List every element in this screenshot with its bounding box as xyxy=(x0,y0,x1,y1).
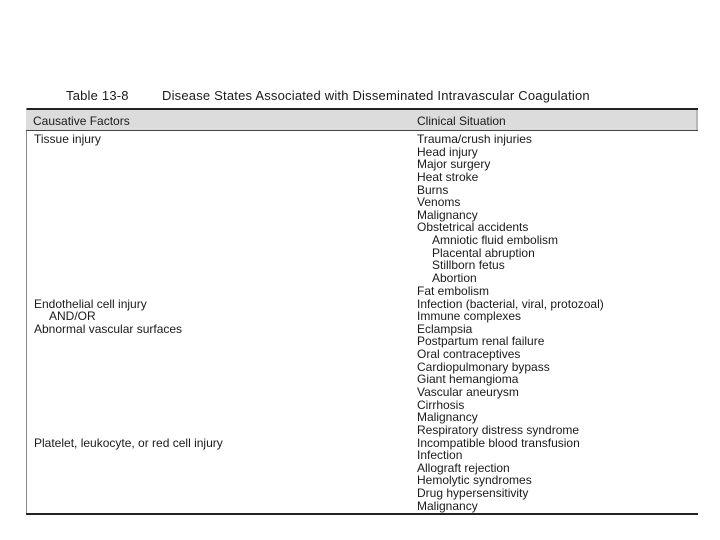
group-tissue-injury-situations xyxy=(417,133,558,297)
factor-cell: Abnormal vascular surfaces xyxy=(34,321,183,336)
situation-cell: Burns xyxy=(417,182,449,197)
table-header-rule xyxy=(26,130,698,131)
situation-cell: Malignancy xyxy=(417,498,478,513)
factor-cell: Endothelial cell injury xyxy=(34,296,147,311)
group-cell-injury-factors xyxy=(34,437,223,450)
group-endothelial-factors xyxy=(34,298,182,336)
situation-cell: Obstetrical accidents xyxy=(417,220,529,235)
situation-cell: Malignancy xyxy=(417,410,478,425)
table-caption xyxy=(66,88,590,103)
table-left-border xyxy=(26,108,27,515)
header-clinical-situation: Clinical Situation xyxy=(417,114,506,128)
situation-cell: Incompatible blood transfusion xyxy=(417,435,580,450)
table-title: Disease States Associated with Disseminated Intravascular Coagulation xyxy=(162,88,590,103)
situation-cell: Infection (bacterial, viral, protozoal) xyxy=(417,296,604,311)
group-cell-injury-situations xyxy=(417,437,580,513)
situation-cell-sub: Abortion xyxy=(432,271,477,286)
situation-cell-sub: Placental abruption xyxy=(432,245,535,260)
situation-cell: Oral contraceptives xyxy=(417,347,521,362)
situation-cell: Allograft rejection xyxy=(417,460,510,475)
situation-cell: Immune complexes xyxy=(417,309,522,324)
situation-cell-sub: Amniotic fluid embolism xyxy=(432,233,559,248)
situation-cell: Respiratory distress syndrome xyxy=(417,422,580,437)
situation-cell: Hemolytic syndromes xyxy=(417,473,532,488)
situation-cell-sub: Stillborn fetus xyxy=(432,258,505,273)
group-tissue-injury-factors xyxy=(34,133,101,146)
situation-cell: Eclampsia xyxy=(417,321,473,336)
situation-cell: Fat embolism xyxy=(417,283,490,298)
table-header xyxy=(26,110,698,130)
situation-cell: Head injury xyxy=(417,144,478,159)
header-causative-factors: Causative Factors xyxy=(33,114,130,128)
situation-cell: Postpartum renal failure xyxy=(417,334,545,349)
situation-cell: Venoms xyxy=(417,195,461,210)
factor-cell: Platelet, leukocyte, or red cell injury xyxy=(34,435,223,450)
situation-cell: Drug hypersensitivity xyxy=(417,486,529,501)
table-bottom-rule xyxy=(26,513,698,515)
situation-cell: Major surgery xyxy=(417,157,491,172)
factor-connector: AND/OR xyxy=(49,309,96,324)
situation-cell: Giant hemangioma xyxy=(417,372,519,387)
situation-cell: Cirrhosis xyxy=(417,397,465,412)
group-endothelial-situations xyxy=(417,298,604,437)
situation-cell: Cardiopulmonary bypass xyxy=(417,359,550,374)
situation-cell: Malignancy xyxy=(417,207,478,222)
table-number: Table 13-8 xyxy=(66,88,129,103)
factor-cell: Tissue injury xyxy=(34,132,101,146)
situation-cell: Infection xyxy=(417,448,463,463)
situation-cell: Vascular aneurysm xyxy=(417,384,519,399)
situation-cell: Heat stroke xyxy=(417,169,479,184)
situation-cell: Trauma/crush injuries xyxy=(417,132,532,146)
